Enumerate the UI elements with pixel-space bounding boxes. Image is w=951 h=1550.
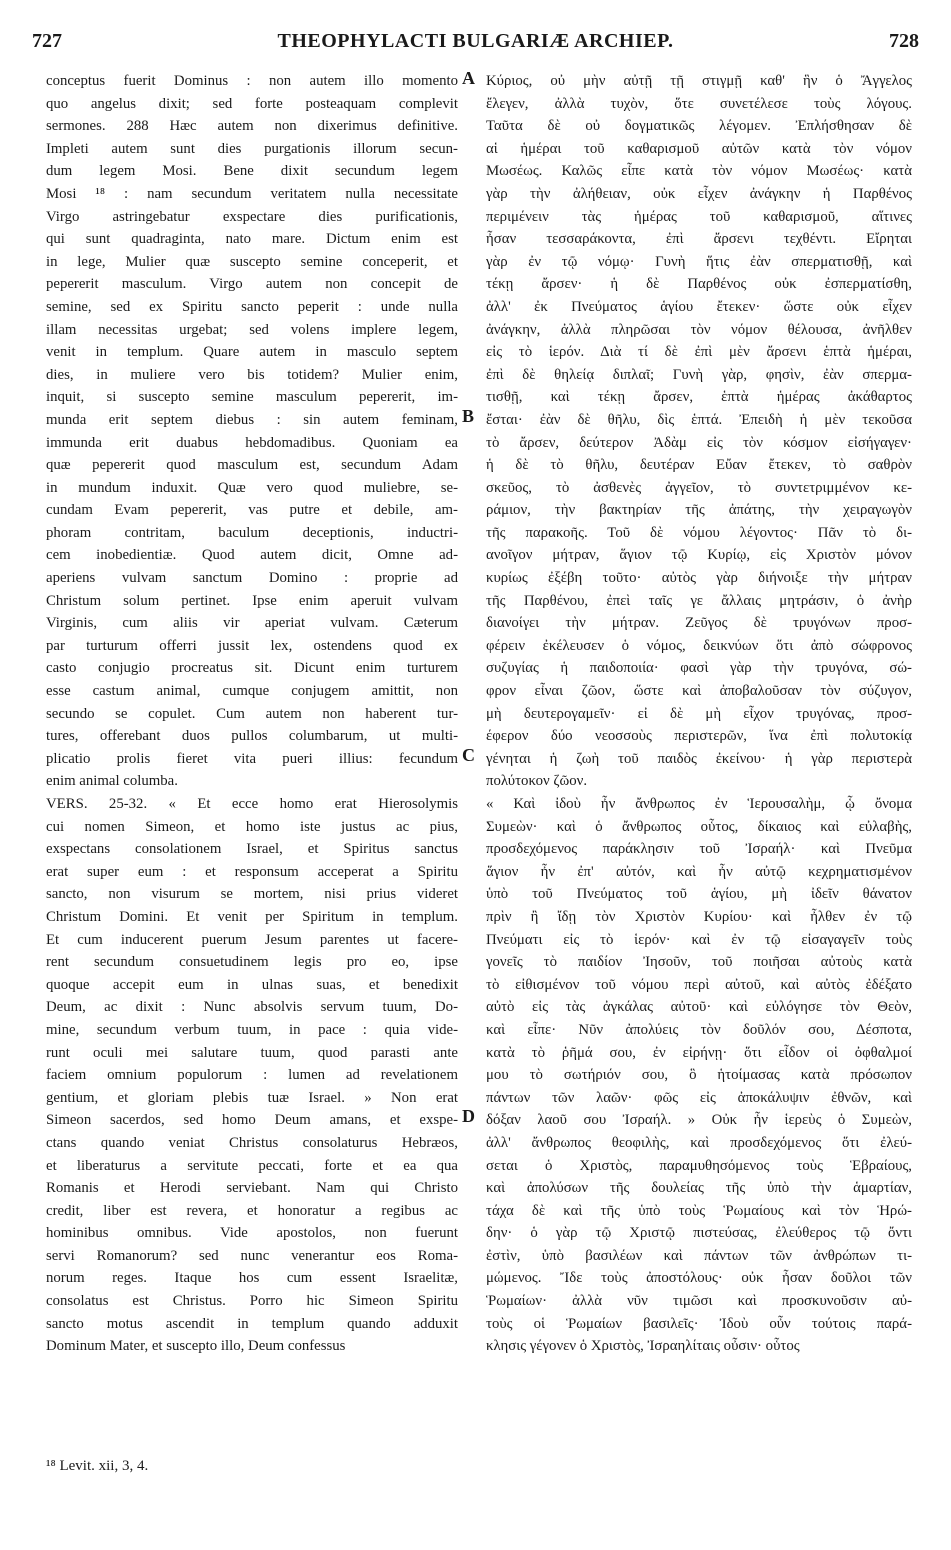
text-line: plicatio prolis fieret vita pueri illius: fecundum [46, 750, 458, 767]
text-line: casto conjugio procreatus sit. Dicunt enim turturem [46, 660, 458, 677]
text-line: ἀνάγκην, ἀλλὰ πληρῶσαι τὸν νόμον θέλουσα, ἀνῆλθεν [486, 321, 912, 338]
text-line: ἔσται· ἐὰν δὲ θῆλυ, δὶς ἑπτά. Ἐπειδὴ ἡ μὲν τεκοῦσα [486, 411, 912, 428]
section-marker-d: D [462, 1106, 475, 1126]
text-line: munda erit septem diebus : sin autem feminam, [46, 411, 458, 428]
text-line: έφερον δύο νεοσσοὺς περιστερῶν, ἵνα ἐπὶ πολυτοκίᾳ [486, 728, 912, 745]
text-line: ἦσαν τεσσαράκοντα, ἐπὶ ἄρσενι τεχθέντι. Εἴρηται [486, 231, 912, 248]
text-line: cundam Evam pepererit, vas putre et debile, am- [46, 502, 458, 519]
text-line: et liberaturus a servitute peccati, forte et ea qua [46, 1157, 458, 1174]
text-line: rent secundum consuetudinem legis pro eo, ipse [46, 954, 458, 971]
page-number-right: 728 [889, 30, 919, 52]
text-line: γονεῖς τὸ παιδίον Ἰησοῦν, τοῦ ποιῆσαι αὐτοὺς κατὰ [486, 954, 912, 971]
text-line: Dominum Mater, et suscepto illo, Deum confessus [46, 1338, 346, 1355]
text-line: μου τὸ σωτήριόν σου, ὃ ἡτοίμασας κατὰ πρόσωπον [486, 1067, 912, 1084]
text-line: Mosi ¹⁸ : nam secundum veritatem nulla necessitate [46, 185, 458, 202]
text-line: καὶ εἶπε· Νῦν ἀπολύεις τὸν δοῦλόν σου, Δέσποτα, [486, 1021, 912, 1038]
text-line: VERS. 25-32. « Et ecce homo erat Hierosolymis [46, 796, 458, 812]
text-line: mine, secundum verbum tuum, in pace : quia vide- [46, 1021, 458, 1038]
text-line: norum reges. Itaque hos cum essent Israelitæ, [46, 1270, 458, 1287]
text-line: κυρίως ἐξέβη τοῦτο· αὐτὸς γὰρ διήνοιξε τὴν μήτραν [486, 570, 912, 587]
text-line: qui sunt quadraginta, nato mare. Dictum enim est [46, 231, 458, 248]
text-line: πολύτοκον ζῶον. [486, 773, 588, 790]
text-line: ἔλεγεν, ἀλλὰ τυχὸν, ὅτε συνετέλεσε τοὺς λόγους. [486, 95, 912, 112]
text-line: sermones. 288 Hæc autem non dixerimus definitive. [46, 118, 458, 135]
greek-column [486, 70, 912, 1358]
text-line: κατὰ τὸ ῥῆμά σου, ἐν εἰρήνῃ· ὅτι εἶδον οἱ ὀφθαλμοί [486, 1044, 912, 1061]
text-line: περιμένειν τὰς ἡμέρας τοῦ καθαρισμοῦ, αἵτινες [486, 208, 912, 225]
text-line: quoque accepit eum in ulnas suas, et benedixit [46, 976, 458, 993]
text-line: σεται ὁ Χριστὸς, παραμυθησόμενος τοὺς Ἑβραίους, [486, 1157, 912, 1174]
text-line: Simeon sacerdos, sed homo Deum amans, et exspe- [46, 1112, 458, 1129]
text-line: ἡ δὲ τὸ θῆλυ, δευτέραν Εὔαν ἔτεκεν, τὸ σαθρὸν [486, 457, 912, 474]
text-line: κλησις γέγονεν ὁ Χριστὸς, Ἰσραηλίταις οὖσιν· οὗτος [486, 1338, 800, 1355]
text-line: Impleti autem sunt dies purgationis illorum secun- [46, 140, 458, 157]
text-line: esse castum animal, cumque conjugem amittit, non [46, 683, 458, 700]
text-line: aperiens vulvam sanctum Domino : proprie ad [46, 570, 458, 587]
text-line: τέκῃ ἄρσεν· ἡ δὲ Παρθένος οὐκ ἐσπερματίσθη, [486, 276, 912, 293]
text-line: Ταῦτα δὲ οὐ δογματικῶς λέγομεν. Ἐπλήσθησαν δὲ [486, 118, 912, 135]
text-line: ανοῖγον μήτραν, ἅγιον τῷ Κυρίῳ, εἰς Χριστὸν μόνον [486, 547, 912, 564]
text-line: hominibus omnibus. Vide apostolos, non fuerunt [46, 1225, 458, 1242]
text-line: πρὶν ἢ ἴδῃ τὸν Χριστὸν Κυρίου· καὶ ἦλθεν ἐν τῷ [486, 908, 912, 925]
text-line: προσδεχόμενος παράκλησιν τοῦ Ἰσραήλ· καὶ Πνεῦμα [486, 841, 912, 858]
page-number-left: 727 [32, 30, 62, 52]
text-line: αὐτὸ εἰς τὰς ἀγκάλας αὐτοῦ· καὶ εὐλόγησε τὸν Θεὸν, [486, 999, 912, 1016]
text-line: ὑπὸ τοῦ Πνεύματος τοῦ ἁγίου, μὴ ἰδεῖν θάνατον [486, 886, 912, 903]
text-line: faciem omnium populorum : lumen ad revelationem [46, 1067, 458, 1084]
text-line: in lege, Mulier quæ suscepto semine conceperit, et [46, 253, 458, 270]
text-line: sancto motus ascendit in templum quando adduxit [46, 1315, 458, 1332]
text-line: erat super eum : et responsum acceperat a Spiritu [46, 863, 458, 880]
text-line: τῆς παρακοῆς. Τοῦ δὲ νόμου λέγοντος· Πᾶν τὸ δι- [486, 524, 912, 541]
text-line: gentium, et gloriam plebis tuæ Israel. » Non erat [46, 1089, 458, 1106]
text-line: secundo se copulet. Cum autem non haberent tur- [46, 705, 458, 722]
text-line: consolatus est Christus. Porro hic Simeon Spiritu [46, 1293, 458, 1310]
running-title: THEOPHYLACTI BULGARIÆ ARCHIEP. [277, 30, 674, 52]
text-line: μώμενος. Ἴδε τοὺς ἀποστόλους· οὐκ ἦσαν δοῦλοι τῶν [486, 1270, 912, 1287]
text-line: τῆς Παρθένου, ἐπεὶ ταῖς γε ἄλλαις μητράσιν, ὁ ἀνὴρ [486, 592, 912, 609]
text-line: καὶ ἀπολύσων τῆς δουλείας τῆς ὑπὸ τὴν ἁμαρτίαν, [486, 1180, 912, 1197]
text-line: semine, sed ex Spiritu sancto peperit : unde nulla [46, 298, 458, 315]
footnote: ¹⁸ Levit. xii, 3, 4. [46, 1458, 149, 1474]
text-line: διανοίγει τὴν μήτραν. Ζεῦγος δὲ τρυγόνων προσ- [486, 615, 912, 632]
text-line: enim animal columba. [46, 773, 178, 790]
text-line: par turturum offerri jussit lex, ostendens quod ex [46, 637, 458, 654]
text-line: inquit, si suscepto semine masculum pepererit, im- [46, 389, 458, 406]
text-line: πάντων τῶν λαῶν· φῶς εἰς ἀποκάλυψιν ἐθνῶν, καὶ [486, 1089, 912, 1106]
text-line: « Καὶ ἰδοὺ ἦν ἄνθρωπος ἐν Ἱερουσαλὴμ, ᾧ ὄνομα [486, 796, 912, 812]
text-line: ἅγιον ἦν ἐπ' αὐτόν, καὶ ἦν αὐτῷ κεχρηματισμένον [486, 863, 912, 880]
text-line: quæ pepererit quod masculum est, secundum Adam [46, 457, 458, 474]
text-line: γὰρ τὴν ἀλήθειαν, οὐκ εἶχεν ἀνάγκην ἡ Παρθένος [486, 185, 912, 202]
text-line: runt oculi mei salutare tuum, quod parasti ante [46, 1044, 458, 1061]
text-line: φρον εἶναι ζῶον, ὥστε καὶ ἀποβαλοῦσαν τὸν σύζυγον, [486, 683, 912, 700]
text-line: τοὺς οἱ Ῥωμαίων βασιλεῖς· Ἰδοὺ οὖν τούτοις παρά- [486, 1315, 912, 1332]
text-line: μὴ δευτερογαμεῖν· εἰ δὲ μὴ εἶχον τρυγόνας, προσ- [486, 705, 912, 722]
text-line: φέρειν ἐκέλευσεν ὁ νόμος, δεικνύων ὅτι ἀπὸ σώφρονος [486, 637, 912, 654]
text-line: cem inobedientiæ. Quod autem dicit, Omne ad- [46, 547, 458, 564]
text-line: Romanis et Herodi serviebant. Nam qui Christo [46, 1180, 458, 1197]
text-line: immunda erit duabus hebdomadibus. Quoniam ea [46, 434, 458, 451]
text-line: in mundum induxit. Quæ vero quod muliebre, se- [46, 479, 458, 496]
page-header [30, 30, 921, 64]
text-line: dum legem Mosi. Bene dixit secundum legem [46, 163, 458, 180]
text-line: ράμιον, τὴν βακτηρίαν τῆς ἀπάτης, τὴν χειραγωγὸν [486, 502, 912, 519]
text-line: ἀλλ' ἐκ Πνεύματος ἁγίου ἔτεκεν· ὥστε οὐκ εἶχεν [486, 298, 912, 315]
text-line: illam necessitas urgebat; sed volens implere legem, [46, 321, 458, 338]
text-line: γένηται ἡ ζωὴ τοῦ παιδὸς ἐκείνου· ἡ γὰρ περιστερὰ [486, 750, 912, 767]
text-line: Deum, ac dixit : Nunc absolvis servum tuum, Do- [46, 999, 458, 1016]
text-line: δην· ὁ γὰρ τῷ Χριστῷ πιστεύσας, ἐλεύθερος τῷ ὄντι [486, 1225, 912, 1242]
text-line: venit in templum. Quare autem in masculo septem [46, 344, 458, 361]
text-line: pepererit masculum. Virgo autem non concepit de [46, 276, 458, 293]
text-line: exspectans consolationem Israel, et Spiritus sanctus [46, 841, 458, 858]
text-line: Κύριος, οὐ μὴν αὐτῇ τῇ στιγμῇ καθ' ἣν ὁ Ἄγγελος [486, 73, 912, 89]
text-line: ἐστὶν, ὑπὸ βασιλέων καὶ πάντων τῶν ἀνθρώπων τι- [486, 1247, 912, 1264]
text-line: Christum solum pertinet. Ipse enim aperuit vulvam [46, 592, 458, 609]
text-line: τισθῇ, καὶ τέκῃ ἄρσεν, ἑπτὰ ἡμέρας ἀκάθαρτος [486, 389, 912, 406]
text-line: Virgo astringebatur exspectare dies purificationis, [46, 208, 458, 225]
text-line: τὸ ἄρσεν, δεύτερον Ἀδὰμ εἰς τὸν κόσμον εἰσήγαγεν· [486, 434, 912, 451]
text-line: τάχα δὲ καὶ τῆς ὑπὸ τοὺς Ῥωμαίους καὶ τὸν Ἡρώ- [486, 1202, 912, 1219]
text-line: αἱ ἡμέραι τοῦ καθαρισμοῦ αὐτῶν κατὰ τὸν νόμον [486, 140, 912, 157]
section-marker-a: A [462, 68, 475, 88]
text-line: Et cum inducerent puerum Jesum parentes ut facere- [46, 931, 458, 948]
text-line: Πνεύματι εἰς τὸ ἱερόν· καὶ ἐν τῷ εἰσαγαγεῖν τοὺς [486, 931, 912, 948]
section-marker-b: B [462, 406, 475, 426]
text-line: συζυγίας ἡ παιδοποιία· φασὶ γὰρ τὴν τρυγόνα, σώ- [486, 660, 912, 677]
text-line: δόξαν λαοῦ σου Ἰσραήλ. » Οὐκ ἦν ἱερεὺς ὁ Συμεὼν, [486, 1112, 912, 1129]
text-line: τὸ εἰθισμένον τοῦ νόμου περὶ αὐτοῦ, καὶ αὐτὸς ἐδέξατο [486, 976, 912, 993]
text-line: credit, liber est revera, et honoratur a regibus ac [46, 1202, 458, 1219]
text-line: cui nomen Simeon, et homo iste justus ac pius, [46, 818, 458, 835]
text-line: Συμεὼν· καὶ ὁ ἄνθρωπος οὗτος, δίκαιος καὶ εὐλαβὴς, [486, 818, 912, 835]
section-marker-c: C [462, 745, 475, 765]
text-line: ctans quando veniat Christus consolaturus Hebræos, [46, 1134, 458, 1151]
text-line: Virginis, cum aliis vir aperiat vulvam. Cæterum [46, 615, 458, 632]
text-line: ἐπὶ δὲ θηλείᾳ διπλαῖ; Γυνὴ γὰρ, φησὶν, ἐὰν σπερμα- [486, 366, 912, 383]
text-line: σκεῦος, τὸ ἀσθενὲς ἀγγεῖον, τὸ συντετριμμένον κε- [486, 479, 912, 496]
text-line: servi Romanorum? sed nunc venerantur eos Roma- [46, 1247, 458, 1264]
text-line: dies, in muliere vero bis totidem? Mulier enim, [46, 366, 458, 383]
text-line: ἀλλ' ἄνθρωπος θεοφιλὴς, καὶ προσδεχόμενος ὅτι ἐλεύ- [486, 1134, 912, 1151]
text-line: quo angelus dixit; sed forte posteaquam complevit [46, 95, 458, 112]
text-line: tures, offerebant duos pullos columbarum, ut multi- [46, 728, 458, 745]
text-line: εἰς τὸ ἱερόν. Διὰ τί δὲ ἐπὶ μὲν ἄρσενι ἑπτὰ ἡμέραι, [486, 344, 912, 361]
text-line: conceptus fuerit Dominus : non autem illo momento [46, 73, 458, 89]
latin-column [46, 70, 458, 1358]
text-line: sancto, non visurum se mortem, nisi prius videret [46, 886, 458, 903]
text-line: Christum Domini. Et venit per Spiritum in templum. [46, 908, 458, 925]
text-line: Μωσέως. Καλῶς εἶπε κατὰ τὸν νόμον Μωσέως· κατὰ [486, 163, 912, 180]
text-line: phoram contritam, baculum deceptionis, inductri- [46, 524, 458, 541]
text-line: γὰρ ἐν τῷ νόμῳ· Γυνὴ ἥτις ἐὰν σπερματισθῇ, καὶ [486, 253, 912, 270]
text-line: Ῥωμαίων· ἀλλὰ νῦν τιμῶσι καὶ προσκυνοῦσιν αὐ- [486, 1293, 912, 1310]
